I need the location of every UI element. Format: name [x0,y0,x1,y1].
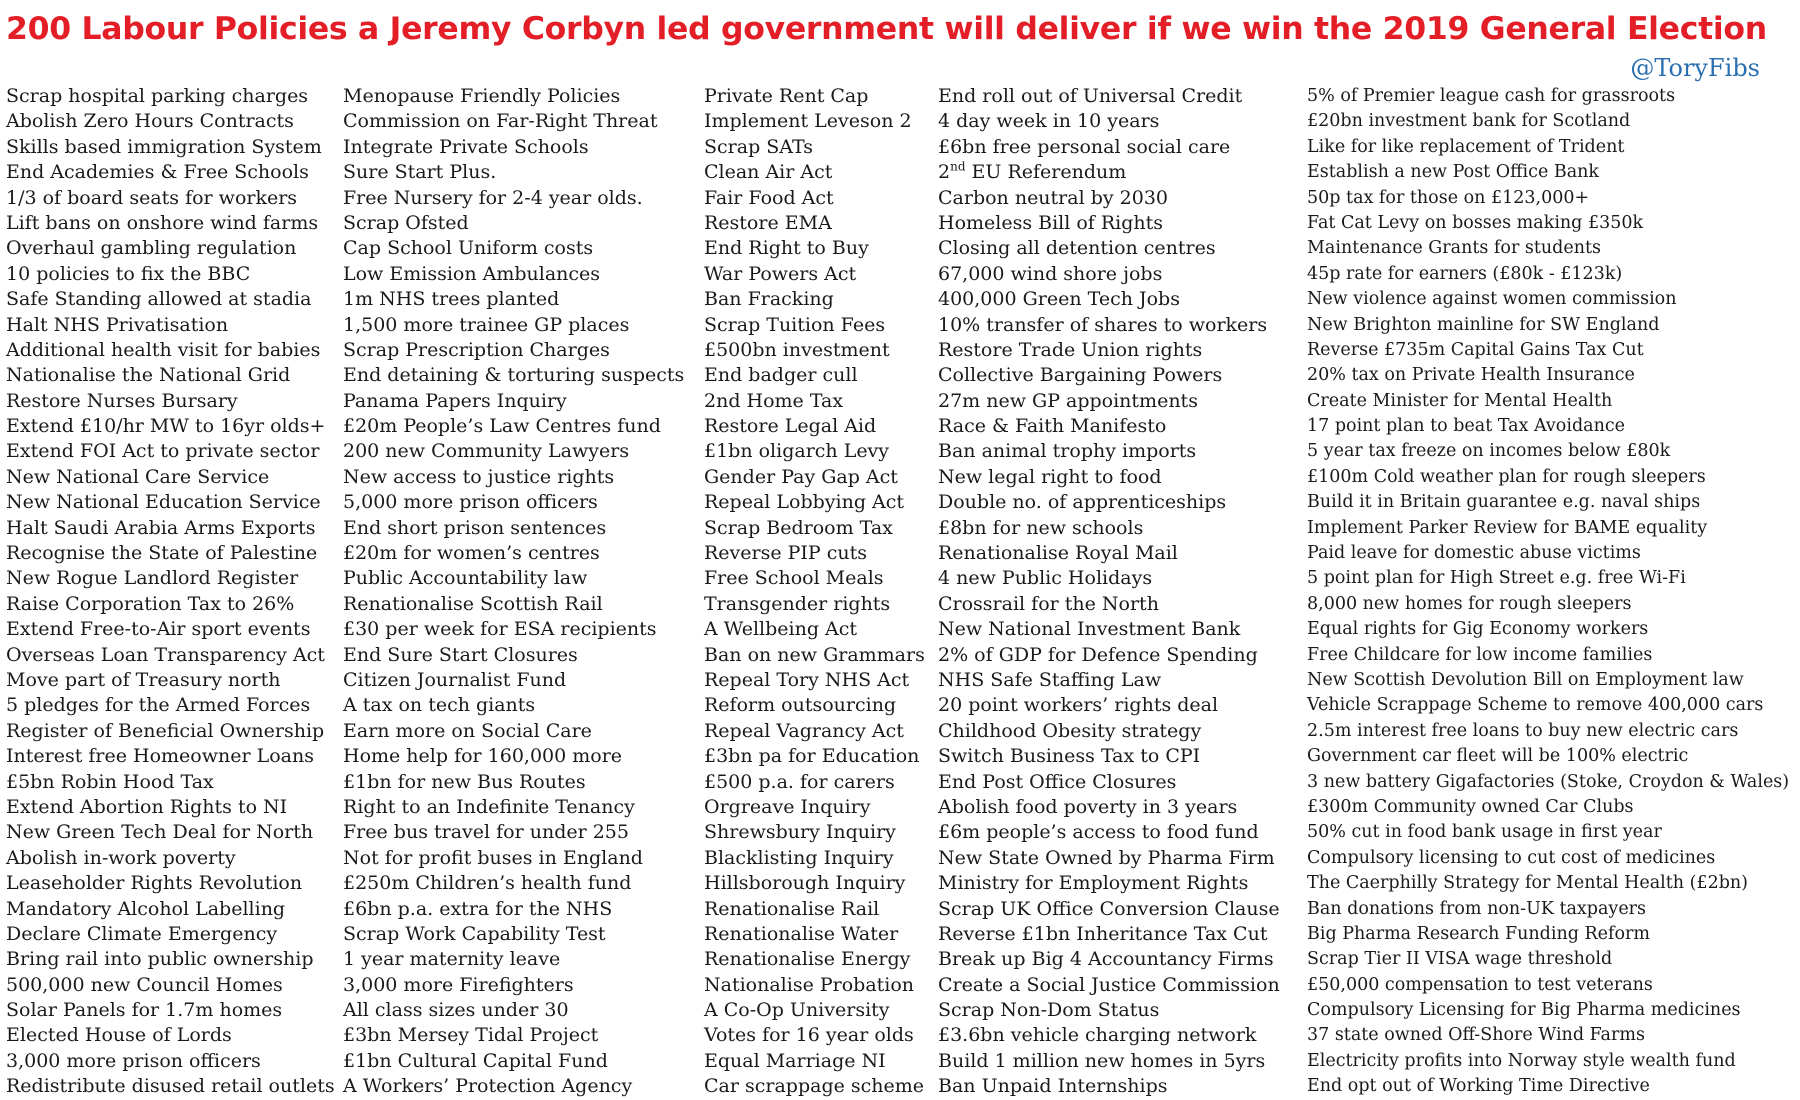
policy-item: Register of Beneficial Ownership [6,719,325,742]
policy-item: £3.6bn vehicle charging network [938,1024,1257,1047]
policy-item: Car scrappage scheme [704,1075,925,1098]
policy-item: 37 state owned Off-Shore Wind Farms [1307,1025,1645,1046]
policy-item: Reverse £1bn Inheritance Tax Cut [938,922,1268,945]
policy-item: Extend Free-to-Air sport events [6,618,311,641]
policy-item: Extend £10/hr MW to 16yr olds+ [6,415,326,438]
policy-item: Gender Pay Gap Act [704,465,898,488]
policy-item: Electricity profits into Norway style wealth fund [1307,1050,1736,1071]
policy-item: Scrap hospital parking charges [6,85,309,107]
policy-item: 2nd Home Tax [704,389,844,412]
policy-item: £100m Cold weather plan for rough sleepers [1307,466,1706,487]
policy-item: New National Investment Bank [938,618,1241,641]
page-title: 200 Labour Policies a Jeremy Corbyn led government will deliver if we win the 2019 General Election [6,11,1767,47]
policy-item: Free bus travel for under 255 [343,821,629,844]
policy-item: Scrap Work Capability Test [343,922,606,945]
policy-item: Scrap Tuition Fees [704,313,886,336]
policy-item: Sure Start Plus. [343,161,497,184]
policy-item: Restore Trade Union rights [938,338,1203,361]
policy-item: 67,000 wind shore jobs [938,262,1163,285]
policy-item: Renationalise Scottish Rail [343,592,603,615]
policy-item: Low Emission Ambulances [343,262,601,285]
policy-item: Halt NHS Privatisation [6,313,229,336]
policy-item: Cap School Uniform costs [343,237,594,260]
policy-item: Fair Food Act [704,186,834,209]
policy-item: 1m NHS trees planted [343,288,560,311]
policy-item: £6bn p.a. extra for the NHS [343,897,613,920]
policy-item: Homeless Bill of Rights [938,211,1164,234]
policy-item: Move part of Treasury north [6,668,281,691]
policy-item: End short prison sentences [343,516,607,539]
policy-item: Bring rail into public ownership [6,948,314,971]
policy-item: 45p rate for earners (£80k - £123k) [1307,263,1623,284]
policy-item: £30 per week for ESA recipients [343,618,657,641]
policy-item: Restore Nurses Bursary [6,389,238,412]
policy-item: Equal rights for Gig Economy workers [1307,619,1649,640]
policy-item: End roll out of Universal Credit [938,85,1243,107]
policy-item: Blacklisting Inquiry [704,846,894,869]
policy-item: New Green Tech Deal for North [6,821,314,844]
policy-item: Safe Standing allowed at stadia [6,288,312,311]
policy-item: The Caerphilly Strategy for Mental Health (£2bn) [1307,873,1749,894]
policy-item: £250m Children’s health fund [343,872,632,895]
policy-item: 5 pledges for the Armed Forces [6,694,311,717]
policy-item: Hillsborough Inquiry [704,872,906,895]
policy-item: Solar Panels for 1.7m homes [6,999,283,1022]
policy-item: 200 new Community Lawyers [343,440,630,463]
policy-item: 50p tax for those on £123,000+ [1307,187,1590,208]
policy-item: Scrap Prescription Charges [343,338,610,361]
policy-item: New National Education Service [6,491,321,514]
policy-item: A Co-Op University [704,999,890,1022]
policy-item: Like for like replacement of Trident [1307,136,1625,157]
policy-item: 20% tax on Private Health Insurance [1307,365,1635,386]
policy-item: Repeal Tory NHS Act [704,668,910,691]
policy-item: Implement Parker Review for BAME equality [1307,517,1708,538]
policy-item: £20m for women’s centres [343,542,600,565]
policy-item: 3,000 more Firefighters [343,973,574,996]
policy-item: Scrap Non-Dom Status [938,999,1160,1022]
policy-item: 17 point plan to beat Tax Avoidance [1307,416,1626,437]
policy-item: £1bn Cultural Capital Fund [343,1049,608,1072]
policy-item: £3bn pa for Education [704,745,920,768]
policy-item: Repeal Lobbying Act [704,491,905,514]
policy-item: 20 point workers’ rights deal [938,694,1219,717]
policy-item: Free Childcare for low income families [1307,644,1653,665]
policy-item: 4 new Public Holidays [938,567,1153,590]
policy-item: Declare Climate Emergency [6,922,278,945]
policy-item: Private Rent Cap [704,85,869,107]
policy-item: 1,500 more trainee GP places [343,313,630,336]
policy-item: Equal Marriage NI [704,1049,886,1072]
policy-item: Establish a new Post Office Bank [1307,162,1600,183]
policy-column-5 [1307,84,1789,1100]
policy-item: £500bn investment [704,338,890,361]
policy-item: Implement Leveson 2 [704,110,912,133]
policy-item: 400,000 Green Tech Jobs [938,288,1180,311]
policy-item: Childhood Obesity strategy [938,719,1202,742]
policy-item: Transgender rights [704,592,891,615]
policy-item: Additional health visit for babies [6,338,321,361]
policy-item: End badger cull [704,364,858,387]
policy-item: Abolish Zero Hours Contracts [6,110,294,133]
policy-item: Break up Big 4 Accountancy Firms [938,948,1274,971]
policy-item: £20m People’s Law Centres fund [343,415,661,438]
policy-item: 5 point plan for High Street e.g. free Wi-Fi [1307,568,1686,589]
policy-item: 3 new battery Gigafactories (Stoke, Croydon & Wales) [1307,771,1790,792]
policy-item: Panama Papers Inquiry [343,389,567,412]
policy-item: £300m Community owned Car Clubs [1307,796,1634,817]
policy-item: Clean Air Act [704,161,833,184]
policy-item: New National Care Service [6,465,270,488]
policy-item: Overseas Loan Transparency Act [6,643,325,666]
twitter-handle: @ToryFibs [1630,54,1760,82]
policy-item: Not for profit buses in England [343,846,643,869]
policy-item: Halt Saudi Arabia Arms Exports [6,516,316,539]
policy-item: Scrap Ofsted [343,211,469,234]
policy-item: Switch Business Tax to CPI [938,745,1201,768]
policy-item: Right to an Indefinite Tenancy [343,795,635,818]
policy-item: 5 year tax freeze on incomes below £80k [1307,441,1671,462]
policy-item: End Right to Buy [704,237,869,260]
policy-item: Home help for 160,000 more [343,745,623,768]
policy-item: 10% transfer of shares to workers [938,313,1268,336]
policy-item: Ban Fracking [704,288,834,311]
policy-item: Free School Meals [704,567,884,590]
policy-item: Ban donations from non-UK taxpayers [1307,898,1647,919]
policy-column-3 [704,84,925,1100]
policy-item: New legal right to food [938,465,1162,488]
policy-item: Free Nursery for 2-4 year olds. [343,186,643,209]
policy-item: 2% of GDP for Defence Spending [938,643,1258,666]
policy-item: 2nd EU Referendum [938,159,1127,184]
policy-item: £500 p.a. for carers [704,770,895,793]
policy-item: 500,000 new Council Homes [6,973,283,996]
policy-item: Collective Bargaining Powers [938,364,1223,387]
policy-item: Restore EMA [704,211,832,234]
policy-item: A Workers’ Protection Agency [343,1075,633,1098]
policy-item: 10 policies to fix the BBC [6,262,251,285]
policy-item: Reverse PIP cuts [704,542,868,565]
policy-item: Menopause Friendly Policies [343,85,621,107]
policy-item: Overhaul gambling regulation [6,237,297,260]
policy-item: 1/3 of board seats for workers [6,186,298,209]
policy-item: New violence against women commission [1307,289,1677,310]
policy-item: Renationalise Water [704,922,899,945]
policy-item: War Powers Act [704,262,857,285]
policy-item: A tax on tech giants [343,694,536,717]
policy-item: Build 1 million new homes in 5yrs [938,1049,1266,1072]
policy-item: All class sizes under 30 [343,999,569,1022]
policy-item: Shrewsbury Inquiry [704,821,896,844]
policy-item: 8,000 new homes for rough sleepers [1307,593,1632,614]
policy-item: Interest free Homeowner Loans [6,745,314,768]
policy-item: Compulsory Licensing for Big Pharma medicines [1307,1000,1741,1021]
policy-item: End Sure Start Closures [343,643,578,666]
policy-item: Renationalise Royal Mail [938,542,1178,565]
policy-item: Renationalise Rail [704,897,880,920]
policy-item: Repeal Vagrancy Act [704,719,904,742]
policy-item: Scrap Bedroom Tax [704,516,893,539]
policy-item: Create Minister for Mental Health [1307,390,1613,411]
policy-item: End opt out of Working Time Directive [1307,1076,1650,1097]
policy-item: Raise Corporation Tax to 26% [6,592,295,615]
policy-item: 5% of Premier league cash for grassroots [1307,86,1676,106]
policy-item: Compulsory licensing to cut cost of medicines [1307,847,1716,868]
policy-item: Redistribute disused retail outlets [6,1075,335,1098]
policy-item: Restore Legal Aid [704,415,877,438]
policy-item: Scrap Tier II VISA wage threshold [1307,949,1613,970]
policy-item: New Brighton mainline for SW England [1307,314,1660,335]
policy-item: Big Pharma Research Funding Reform [1307,923,1650,944]
policy-item: Ministry for Employment Rights [938,872,1249,895]
policy-item: Extend FOI Act to private sector [6,440,320,463]
policy-item: 1 year maternity leave [343,948,561,971]
policy-item: 5,000 more prison officers [343,491,598,514]
policy-item: New State Owned by Pharma Firm [938,846,1275,869]
policy-item: £50,000 compensation to test veterans [1307,974,1653,995]
policy-item: Paid leave for domestic abuse victims [1307,543,1641,564]
policy-item: Elected House of Lords [6,1024,232,1047]
policy-item: Create a Social Justice Commission [938,973,1280,996]
policy-item: Scrap SATs [704,135,814,158]
policy-item: Abolish in-work poverty [6,846,236,869]
policy-item: Reverse £735m Capital Gains Tax Cut [1307,339,1644,360]
policy-item: Earn more on Social Care [343,719,592,742]
policy-item: Extend Abortion Rights to NI [6,795,288,818]
policy-item: £6m people’s access to food fund [938,821,1259,844]
policy-column-4 [938,84,1280,1100]
policy-item: Closing all detention centres [938,237,1216,260]
policy-column-2 [343,84,684,1100]
policy-item: A Wellbeing Act [704,618,858,641]
policy-item: Orgreave Inquiry [704,795,871,818]
policy-item: £6bn free personal social care [938,135,1231,158]
policy-item: New Scottish Devolution Bill on Employment law [1307,669,1744,690]
policy-item: End detaining & torturing suspects [343,364,685,387]
policy-item: Public Accountability law [343,567,588,590]
policy-item: Reform outsourcing [704,694,897,717]
policy-item: £8bn for new schools [938,516,1144,539]
policy-column-1 [6,84,335,1100]
policy-item: Race & Faith Manifesto [938,415,1167,438]
policy-item: £5bn Robin Hood Tax [6,770,214,793]
policy-item: Lift bans on onshore wind farms [6,211,319,234]
policy-item: Double no. of apprenticeships [938,491,1227,514]
policy-item: End Post Office Closures [938,770,1177,793]
policy-item: NHS Safe Staffing Law [938,668,1162,691]
policy-item: 2.5m interest free loans to buy new electric cars [1307,720,1739,741]
policy-item: Integrate Private Schools [343,135,589,158]
policy-item: Mandatory Alcohol Labelling [6,897,286,920]
policy-item: Recognise the State of Palestine [6,542,318,565]
policy-item: £3bn Mersey Tidal Project [343,1024,599,1047]
policy-item: 50% cut in food bank usage in first year [1307,822,1662,843]
policy-item: 27m new GP appointments [938,389,1198,412]
policy-item: Fat Cat Levy on bosses making £350k [1307,212,1644,233]
policy-item: Vehicle Scrappage Scheme to remove 400,000 cars [1307,695,1764,716]
policy-item: Commission on Far-Right Threat [343,110,658,133]
policy-item: Renationalise Energy [704,948,911,971]
policy-item: £1bn oligarch Levy [704,440,890,463]
policy-item: Abolish food poverty in 3 years [938,795,1238,818]
policy-item: Crossrail for the North [938,592,1159,615]
policy-item: New access to justice rights [343,465,615,488]
policy-item: £20bn investment bank for Scotland [1307,111,1631,132]
policy-item: Skills based immigration System [6,135,322,158]
policy-item: New Rogue Landlord Register [6,567,299,590]
policy-item: £1bn for new Bus Routes [343,770,586,793]
policy-item: Ban on new Grammars [704,643,925,666]
policy-item: Ban animal trophy imports [938,440,1197,463]
policy-item: 3,000 more prison officers [6,1049,261,1072]
policy-item: Build it in Britain guarantee e.g. naval ships [1307,492,1701,513]
policy-item: Ban Unpaid Internships [938,1075,1168,1098]
policy-item: End Academies & Free Schools [6,161,309,184]
policy-item: Carbon neutral by 2030 [938,186,1168,209]
policy-item: 4 day week in 10 years [938,110,1160,133]
policy-item: Leaseholder Rights Revolution [6,872,303,895]
policy-item: Votes for 16 year olds [704,1024,914,1047]
policy-item: Maintenance Grants for students [1307,238,1601,259]
policy-item: Nationalise the National Grid [6,364,291,387]
policy-item: Citizen Journalist Fund [343,668,567,691]
policy-item: Nationalise Probation [704,973,915,996]
policy-item: Government car fleet will be 100% electric [1307,746,1689,767]
policy-item: Scrap UK Office Conversion Clause [938,897,1280,920]
